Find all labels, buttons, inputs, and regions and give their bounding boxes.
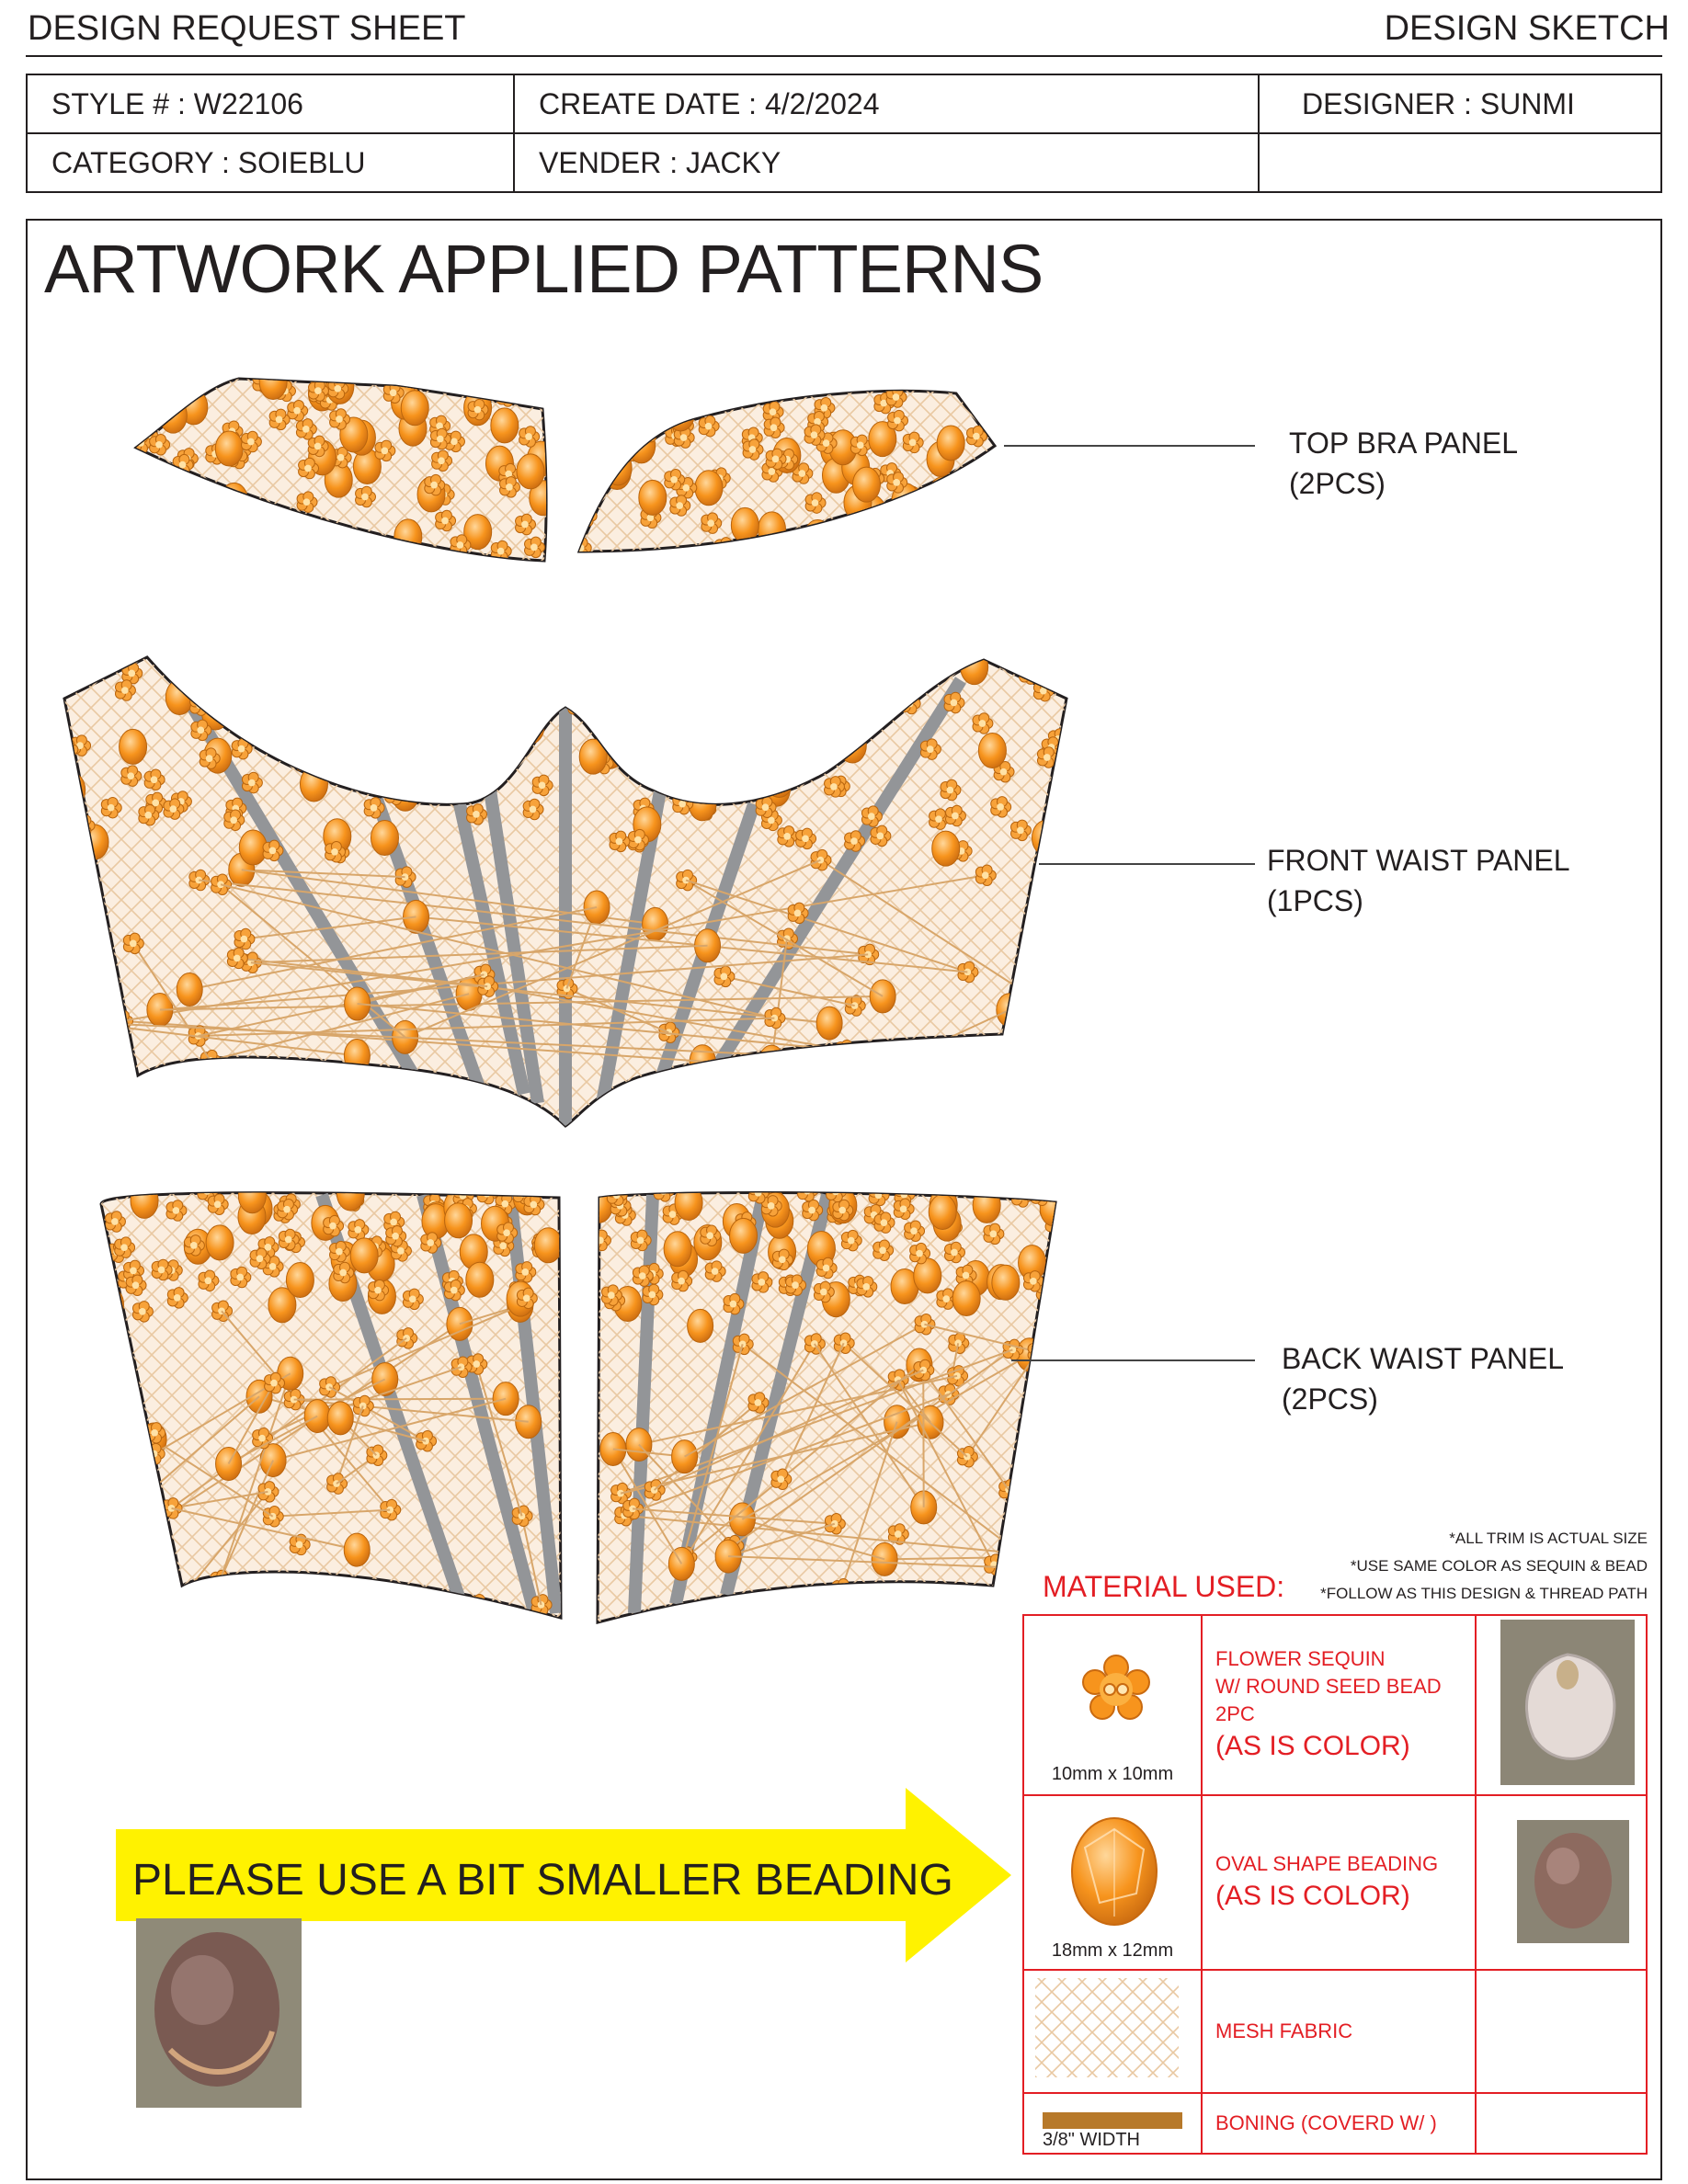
oval-bead (466, 1262, 494, 1297)
oval-bead (596, 683, 623, 718)
oval-bead (760, 755, 788, 790)
oval-bead (216, 1448, 242, 1481)
oval-bead (804, 519, 831, 554)
flower-sequin (884, 514, 904, 535)
oval-bead-size: 18mm x 12mm (1051, 1940, 1174, 1961)
flower-sequin (265, 692, 285, 713)
flower-sequin (556, 669, 576, 690)
flower-sequin (387, 746, 407, 768)
flower-sequin (352, 771, 372, 792)
flower-sequin (885, 529, 906, 550)
top-bra-panel-name: TOP BRA PANEL (1289, 427, 1518, 460)
flower-sequin (177, 532, 198, 553)
oval-bead (290, 733, 317, 768)
flower-sequin (689, 376, 709, 397)
oval-bead (491, 408, 519, 443)
oval-bead (517, 454, 544, 489)
boning-size: 3/8" WIDTH (1043, 2130, 1140, 2150)
back-waist-panel-label (1282, 1338, 1564, 1419)
oval-bead (215, 431, 243, 466)
oval-bead (344, 1040, 370, 1073)
flower-sequin (850, 645, 870, 666)
oval-bead (89, 1541, 115, 1575)
flower-sequin (333, 533, 353, 554)
flower-sequin (672, 396, 692, 417)
oval-bead-color: (AS IS COLOR) (1215, 1881, 1410, 1911)
flower-sequin-name-2: W/ ROUND SEED BEAD 2PC (1215, 1675, 1442, 1725)
flower-sequin (481, 647, 501, 668)
flower-sequin (131, 506, 152, 527)
note-same-color: *USE SAME COLOR AS SEQUIN & BEAD (1350, 1557, 1648, 1575)
flower-sequin (633, 681, 653, 702)
flower-sequin (873, 665, 894, 686)
flower-sequin (986, 516, 1006, 537)
oval-bead (816, 1007, 842, 1040)
oval-bead (399, 639, 427, 674)
flower-sequin (58, 893, 78, 914)
oval-bead (952, 1281, 980, 1316)
oval-bead (695, 471, 723, 506)
oval-bead (394, 519, 422, 554)
top-bra-panel-label (1289, 423, 1518, 504)
sheet-subtitle: DESIGN SKETCH (1384, 9, 1670, 48)
oval-bead (221, 496, 248, 531)
oval-bead (886, 1044, 912, 1077)
top-bra-panel-left (129, 365, 557, 570)
flower-sequin-desc (1202, 1615, 1476, 1795)
flower-sequin-size: 10mm x 10mm (1051, 1764, 1174, 1784)
flower-sequin (474, 644, 495, 665)
flower-sequin (335, 646, 355, 667)
oval-bead (805, 665, 833, 700)
flower-sequin (568, 696, 588, 717)
oval-bead (711, 650, 738, 685)
flower-sequin (246, 699, 267, 720)
flower-sequin (949, 490, 969, 511)
flower-sequin (162, 370, 182, 392)
oval-bead (1032, 820, 1059, 855)
oval-bead (327, 1402, 353, 1435)
note-thread-path: *FOLLOW AS THIS DESIGN & THREAD PATH (1320, 1585, 1648, 1602)
flower-sequin (299, 531, 319, 552)
material-swatch-cell (1023, 2093, 1202, 2154)
oval-bead (136, 458, 164, 493)
oval-bead (221, 483, 248, 518)
material-swatch-cell (1023, 1970, 1202, 2093)
flower-sequin (316, 544, 336, 565)
flower-sequin (630, 400, 650, 421)
oval-bead (350, 1238, 378, 1273)
oval-bead (120, 729, 147, 764)
oval-bead (573, 399, 600, 434)
oval-bead (983, 371, 1010, 406)
front-waist-panel-name: FRONT WAIST PANEL (1267, 844, 1570, 877)
top-bra-panel-qty: (2PCS) (1289, 467, 1386, 500)
oval-bead (937, 426, 964, 461)
oval-bead (971, 517, 998, 552)
flower-sequin (716, 665, 736, 686)
flower-sequin (877, 691, 897, 712)
flower-sequin (594, 716, 614, 737)
flower-sequin (314, 665, 335, 686)
oval-bead (852, 467, 880, 502)
mesh-fabric-desc (1202, 1970, 1476, 2093)
oval-bead (914, 1258, 941, 1293)
flower-sequin (570, 456, 590, 477)
flower-sequin (161, 529, 181, 550)
oval-bead (621, 673, 648, 708)
flower-sequin (328, 678, 348, 700)
flower-sequin (985, 1554, 1005, 1575)
oval-bead (758, 512, 786, 547)
flower-sequin (967, 376, 987, 397)
oval-bead (664, 1232, 691, 1267)
oval-bead (973, 1188, 1000, 1223)
oval-bead (534, 1228, 562, 1263)
oval-bead (765, 763, 793, 798)
front-waist-panel-label (1267, 840, 1570, 921)
sheet-title: DESIGN REQUEST SHEET (28, 9, 466, 48)
flower-sequin (656, 648, 677, 669)
flower-sequin (640, 376, 660, 397)
oval-bead (567, 472, 595, 506)
page-title: ARTWORK APPLIED PATTERNS (44, 231, 1044, 307)
materials-table (1022, 1614, 1648, 2155)
boning-desc (1202, 2093, 1476, 2154)
flower-sequin (165, 1595, 186, 1616)
oval-bead (193, 641, 221, 676)
oval-bead (567, 662, 595, 697)
oval-bead (371, 820, 398, 855)
flower-sequin (1022, 643, 1043, 665)
flower-sequin (193, 536, 213, 557)
flower-sequin (310, 529, 330, 550)
oval-bead (517, 709, 544, 744)
oval-bead (895, 532, 922, 567)
flower-sequin (70, 1012, 90, 1033)
oval-bead (1021, 982, 1046, 1015)
flower-sequin (287, 745, 307, 767)
oval-bead (612, 423, 640, 458)
oval-bead (344, 1533, 370, 1566)
flower-sequin (1044, 1546, 1064, 1567)
back-waist-panel-right (585, 1180, 1067, 1627)
oval-bead (131, 1183, 158, 1218)
flower-sequin (674, 739, 694, 760)
oval-bead (401, 391, 428, 426)
flower-sequin (279, 663, 299, 684)
back-waist-panel-name: BACK WAIST PANEL (1282, 1342, 1565, 1375)
flower-sequin (850, 535, 871, 556)
style-number: STYLE # : W22106 (27, 74, 514, 133)
oval-bead-name: OVAL SHAPE BEADING (1215, 1852, 1439, 1875)
flower-sequin (336, 673, 356, 694)
oval-bead-desc (1202, 1795, 1476, 1970)
oval-bead (252, 665, 279, 700)
boning-name: BONING (COVERD W/ ) (1215, 2111, 1437, 2134)
oval-bead (245, 643, 272, 677)
flower-sequin (373, 701, 393, 722)
flower-sequin-name: FLOWER SEQUIN (1215, 1647, 1386, 1670)
front-waist-panel (55, 639, 1076, 1140)
flower-sequin (624, 429, 644, 450)
oval-bead (286, 1263, 314, 1298)
oval-bead (806, 656, 834, 691)
material-empty-cell (1476, 1970, 1647, 2093)
oval-bead (594, 686, 622, 721)
material-row (1023, 2093, 1647, 2154)
material-empty-cell (1476, 2093, 1647, 2154)
flower-sequin (664, 670, 684, 691)
flower-sequin (191, 496, 211, 518)
flower-sequin (149, 540, 169, 561)
oval-bead (604, 450, 632, 485)
oval-bead (929, 1194, 956, 1229)
oval-bead (158, 372, 186, 407)
oval-bead (730, 1218, 758, 1253)
flower-sequin (223, 503, 244, 524)
flower-sequin (974, 508, 994, 529)
mesh-fabric-name: MESH FABRIC (1215, 2019, 1353, 2042)
oval-bead (238, 1178, 266, 1213)
oval-bead (156, 529, 184, 564)
designer: DESIGNER : SUNMI (1259, 74, 1661, 133)
create-date: CREATE DATE : 4/2/2024 (514, 74, 1259, 133)
flower-sequin (620, 417, 640, 438)
flower-sequin (752, 713, 772, 734)
oval-bead (274, 706, 302, 741)
back-waist-panel-qty: (2PCS) (1282, 1382, 1378, 1416)
flower-sequin (607, 427, 627, 448)
thread-path (294, 1399, 507, 1400)
category: CATEGORY : SOIEBLU (27, 133, 514, 192)
oval-bead (564, 651, 591, 686)
oval-bead-photo-cell (1476, 1795, 1647, 1970)
flower-sequin (428, 694, 448, 715)
oval-bead (675, 1185, 702, 1220)
flower-sequin (121, 1497, 142, 1519)
oval-bead (603, 427, 631, 461)
oval-bead (978, 734, 1006, 768)
oval-bead (445, 1203, 473, 1238)
oval-bead (206, 1225, 234, 1260)
flower-sequin-color: (AS IS COLOR) (1215, 1731, 1410, 1761)
oval-bead (484, 713, 511, 748)
flower-sequin (281, 728, 302, 749)
flower-sequin (315, 527, 336, 548)
oval-bead (159, 398, 187, 433)
oval-bead (963, 467, 990, 502)
flower-sequin (180, 500, 200, 521)
flower-sequin (972, 476, 992, 497)
material-heading: MATERIAL USED: (1043, 1570, 1285, 1603)
oval-bead (336, 657, 364, 692)
flower-sequin (804, 695, 824, 716)
flower-sequin (771, 645, 792, 666)
oval-bead (643, 907, 668, 940)
material-row (1023, 1615, 1647, 1795)
note-actual-size: *ALL TRIM IS ACTUAL SIZE (1449, 1530, 1648, 1547)
oval-bead (180, 657, 208, 692)
callout-text: PLEASE USE A BIT SMALLER BEADING (132, 1856, 953, 1905)
front-waist-panel-qty: (1PCS) (1267, 884, 1363, 917)
flower-sequin (671, 384, 691, 405)
flower-sequin (239, 507, 259, 529)
top-bra-panel-right (567, 371, 1011, 568)
flower-sequin (792, 650, 812, 671)
oval-bead (579, 739, 607, 774)
flower-sequin (273, 672, 293, 693)
oval-bead (932, 831, 960, 866)
oval-bead (768, 652, 795, 687)
back-waist-panel-left (89, 1176, 570, 1627)
material-swatch-cell (1023, 1615, 1202, 1795)
flower-sequin (190, 695, 211, 716)
material-row (1023, 1795, 1647, 1970)
flower-sequin (593, 418, 613, 439)
flower-sequin-photo-cell (1476, 1615, 1647, 1795)
oval-bead (392, 776, 419, 811)
oval-bead (165, 679, 193, 714)
oval-bead (259, 365, 287, 400)
oval-bead (688, 1309, 713, 1342)
oval-bead (667, 396, 694, 431)
flower-sequin (625, 378, 645, 399)
oval-bead (992, 1265, 1020, 1300)
material-swatch-cell (1023, 1795, 1202, 1970)
oval-bead (639, 480, 667, 515)
vender: VENDER : JACKY (514, 133, 1259, 192)
smaller-bead-photo (136, 1918, 302, 2108)
material-row (1023, 1970, 1647, 2093)
flower-sequin (238, 653, 258, 674)
oval-bead (650, 656, 678, 691)
oval-bead (177, 973, 202, 1007)
